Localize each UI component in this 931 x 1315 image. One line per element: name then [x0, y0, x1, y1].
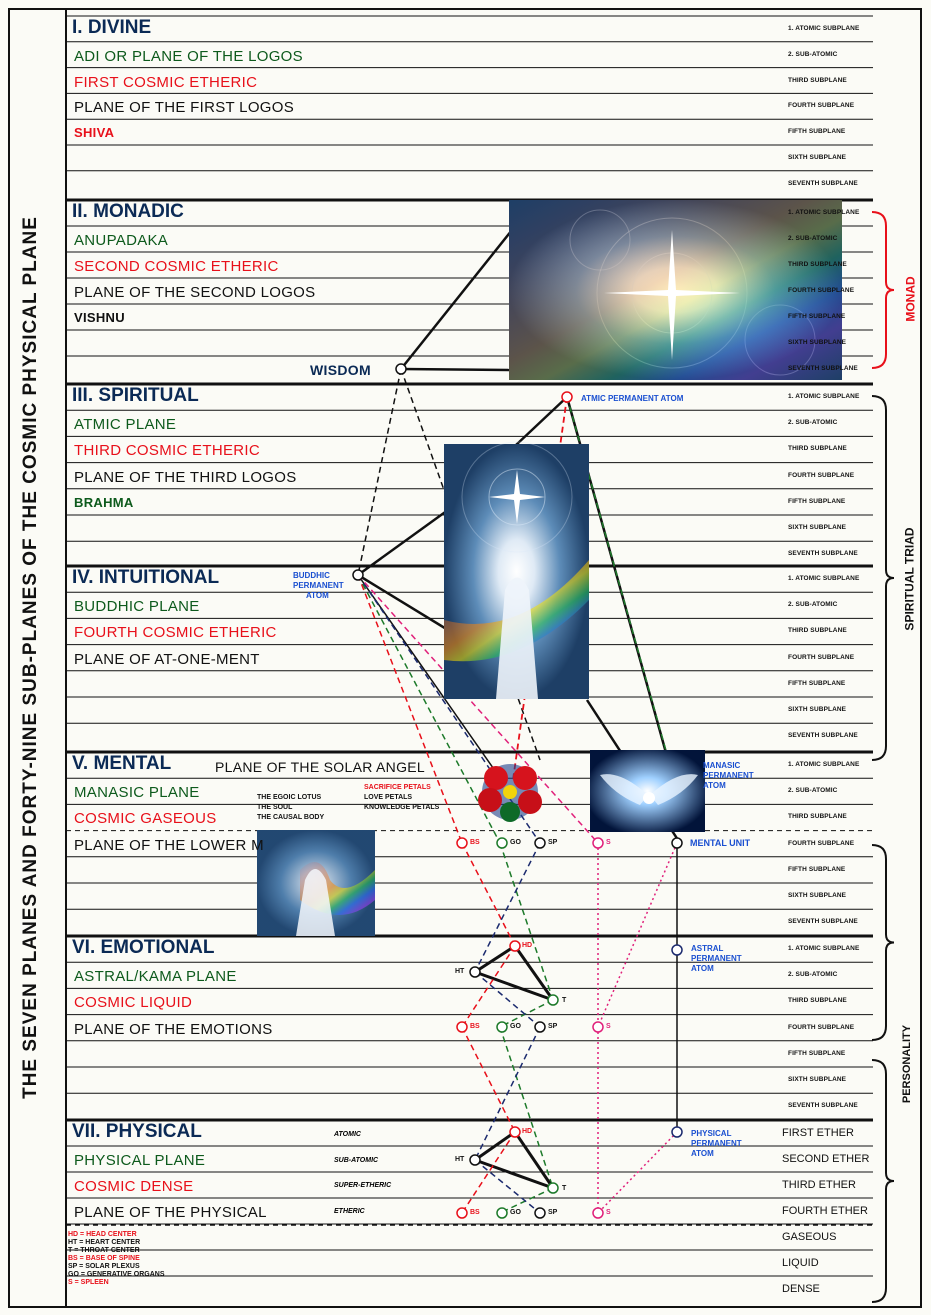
- manasic-atom-label: MANASIC: [703, 761, 741, 770]
- plane-line-label: ANUPADAKA: [74, 232, 169, 249]
- subplane-label: SIXTH SUBPLANE: [788, 892, 847, 899]
- monad-label: MONAD: [903, 276, 918, 322]
- plane-line-label: THIRD COSMIC ETHERIC: [74, 442, 260, 460]
- connection-line: [500, 1027, 553, 1188]
- sp-label: SP: [548, 1209, 558, 1216]
- subplane-label: 1. ATOMIC SUBPLANE: [788, 209, 860, 216]
- lotus-label: THE EGOIC LOTUS: [257, 794, 322, 801]
- physical-level-label: ATOMIC: [334, 1131, 361, 1138]
- legend-item: S = SPLEEN: [68, 1279, 109, 1286]
- connection-line: [462, 1027, 515, 1132]
- plane-line-label: VISHNU: [74, 310, 125, 325]
- plane-line-label: FOURTH COSMIC ETHERIC: [74, 624, 277, 642]
- lotus-label: THE SOUL: [257, 804, 293, 811]
- legend-item: SP = SOLAR PLEXUS: [68, 1263, 140, 1270]
- plane-header: VII. PHYSICAL: [72, 1121, 202, 1142]
- lower-figure-image: [257, 830, 375, 936]
- s-label: S: [606, 1023, 611, 1030]
- bs-label: BS: [470, 1023, 480, 1030]
- subplane-label: THIRD SUBPLANE: [788, 445, 847, 453]
- go-label: GO: [510, 1023, 521, 1030]
- plane-line-label: BRAHMA: [74, 494, 134, 510]
- ht-label: HT: [455, 968, 465, 975]
- sp-center: [535, 1022, 545, 1032]
- plane-line-label: PLANE OF THE SECOND LOGOS: [74, 284, 316, 301]
- subplane-label: SIXTH SUBPLANE: [788, 524, 847, 531]
- subplane-label: FIFTH SUBPLANE: [788, 679, 846, 687]
- legend-item: T = THROAT CENTER: [68, 1247, 140, 1254]
- subplane-label: THIRD SUBPLANE: [788, 627, 847, 635]
- physical-atom-node: [672, 1127, 682, 1137]
- petals-label: KNOWLEDGE PETALS: [364, 804, 440, 811]
- s-center: [593, 1022, 603, 1032]
- bs-center: [457, 1022, 467, 1032]
- physical-subplane-label: FOURTH ETHER: [782, 1205, 868, 1217]
- s-label: S: [606, 839, 611, 846]
- ht-center: [470, 1155, 480, 1165]
- mental-unit-label: MENTAL UNIT: [690, 838, 751, 848]
- plane-line-label: BUDDHIC PLANE: [74, 598, 200, 616]
- go-label: GO: [510, 1209, 521, 1216]
- subplane-label: 1. ATOMIC SUBPLANE: [788, 393, 860, 400]
- plane-line-label: COSMIC GASEOUS: [74, 810, 217, 828]
- plane-header: VI. EMOTIONAL: [72, 937, 215, 958]
- subplane-label: SEVENTH SUBPLANE: [788, 365, 858, 372]
- connection-line: [358, 369, 401, 575]
- wisdom-label: WISDOM: [310, 362, 371, 378]
- t-center: [548, 995, 558, 1005]
- subplane-label: 2. SUB-ATOMIC: [788, 601, 838, 609]
- physical-atom-label: ATOM: [691, 1149, 714, 1158]
- physical-subplane-label: THIRD ETHER: [782, 1179, 856, 1191]
- connection-line: [500, 1000, 553, 1027]
- connection-line: [516, 397, 567, 445]
- bs-center: [457, 1208, 467, 1218]
- astral-atom-node: [672, 945, 682, 955]
- plane-line-label: COSMIC DENSE: [74, 1178, 194, 1195]
- manasic-atom-label: PERMANENT: [703, 771, 754, 780]
- subplane-label: THIRD SUBPLANE: [788, 261, 847, 268]
- physical-subplane-label: GASEOUS: [782, 1231, 837, 1243]
- legend-item: HT = HEART CENTER: [68, 1239, 141, 1246]
- subplane-label: SIXTH SUBPLANE: [788, 706, 847, 713]
- plane-header: IV. INTUITIONAL: [72, 567, 220, 588]
- subplane-label: 1. ATOMIC SUBPLANE: [788, 761, 860, 768]
- subplane-label: 2. SUB-ATOMIC: [788, 787, 838, 795]
- plane-line-label: PLANE OF THE LOWER M: [74, 836, 264, 854]
- bs-label: BS: [470, 839, 480, 846]
- plane-line-label: PLANE OF THE FIRST LOGOS: [74, 99, 295, 117]
- connection-line: [401, 369, 512, 370]
- physical-subplane-label: LIQUID: [782, 1257, 819, 1269]
- hd-center: [510, 941, 520, 951]
- bracket: [872, 1060, 894, 1302]
- subplane-label: THIRD SUBPLANE: [788, 997, 847, 1005]
- plane-line-label: ASTRAL/KAMA PLANE: [74, 968, 237, 986]
- astral-atom-label: PERMANENT: [691, 954, 742, 963]
- subplane-label: SEVENTH SUBPLANE: [788, 179, 858, 187]
- connection-line: [462, 843, 515, 946]
- subplane-label: FOURTH SUBPLANE: [788, 287, 855, 294]
- subplane-label: 1. ATOMIC SUBPLANE: [788, 25, 860, 32]
- physical-level-label: SUB-ATOMIC: [334, 1156, 379, 1164]
- bracket: [872, 212, 894, 368]
- plane-line-label: PLANE OF THE PHYSICAL: [74, 1204, 267, 1221]
- sp-label: SP: [548, 1023, 558, 1030]
- astral-atom-label: ASTRAL: [691, 944, 724, 953]
- plane-header: III. SPIRITUAL: [72, 385, 199, 406]
- subplane-label: SEVENTH SUBPLANE: [788, 918, 858, 926]
- manasic-atom-label: ATOM: [703, 781, 726, 790]
- t-label: T: [562, 997, 567, 1004]
- plane-line-label: ADI OR PLANE OF THE LOGOS: [74, 47, 303, 65]
- bracket: [872, 396, 894, 760]
- physical-atom-label: PHYSICAL: [691, 1129, 732, 1138]
- vertical-title: THE SEVEN PLANES AND FORTY-NINE SUB-PLANES OF THE COSMIC PHYSICAL PLANE: [20, 216, 41, 1099]
- subplane-label: THIRD SUBPLANE: [788, 813, 847, 821]
- subplane-label: FIFTH SUBPLANE: [788, 128, 846, 136]
- connection-line: [358, 575, 448, 630]
- legend-item: GO = GENERATIVE ORGANS: [68, 1271, 165, 1278]
- spiritual-triad-label: SPIRITUAL TRIAD: [902, 527, 917, 631]
- subplane-label: FOURTH SUBPLANE: [788, 839, 855, 847]
- hd-label: HD: [522, 942, 533, 949]
- go-label: GO: [510, 839, 521, 846]
- atmic-node: [562, 392, 572, 402]
- plane-line-label: PLANE OF AT-ONE-MENT: [74, 650, 260, 668]
- plane-header: II. MONADIC: [72, 201, 184, 222]
- plane-line-label: SHIVA: [74, 125, 115, 141]
- petals-label: SACRIFICE PETALS: [364, 784, 431, 791]
- t-center: [548, 1183, 558, 1193]
- physical-subplane-label: FIRST ETHER: [782, 1127, 854, 1139]
- buddhic-atom-label: ATOM: [306, 591, 329, 600]
- subplane-label: SIXTH SUBPLANE: [788, 1076, 847, 1083]
- buddhic-atom-label: PERMANENT: [293, 581, 344, 590]
- subplane-label: 2. SUB-ATOMIC: [788, 50, 838, 58]
- subplane-label: SEVENTH SUBPLANE: [788, 732, 858, 740]
- plane-header: I. DIVINE: [72, 17, 152, 38]
- buddhic-atom-label: BUDDHIC: [293, 571, 330, 580]
- plane-line-label: PHYSICAL PLANE: [74, 1152, 206, 1169]
- plane-header-extra: PLANE OF THE SOLAR ANGEL: [215, 759, 426, 775]
- connection-line: [475, 972, 540, 1027]
- subplane-label: 2. SUB-ATOMIC: [788, 235, 838, 242]
- plane-line-label: SECOND COSMIC ETHERIC: [74, 258, 279, 275]
- sp-center: [535, 1208, 545, 1218]
- ht-center: [470, 967, 480, 977]
- go-center: [497, 1022, 507, 1032]
- subplane-label: 2. SUB-ATOMIC: [788, 419, 838, 427]
- subplane-label: FOURTH SUBPLANE: [788, 471, 855, 479]
- bs-center: [457, 838, 467, 848]
- connection-line: [401, 230, 512, 369]
- legend-item: BS = BASE OF SPINE: [68, 1255, 140, 1262]
- subplane-label: FOURTH SUBPLANE: [788, 1023, 855, 1031]
- physical-level-label: SUPER-ETHERIC: [334, 1182, 392, 1189]
- connection-line: [500, 843, 553, 1000]
- subplane-label: FOURTH SUBPLANE: [788, 102, 855, 110]
- wisdom-node: [396, 364, 406, 374]
- bracket: [872, 845, 894, 1040]
- plane-line-label: PLANE OF THE EMOTIONS: [74, 1020, 273, 1038]
- lotus-label: THE CAUSAL BODY: [257, 814, 325, 821]
- atmic-atom-label: ATMIC PERMANENT ATOM: [581, 394, 684, 403]
- subplane-label: FOURTH SUBPLANE: [788, 653, 855, 661]
- legend-item: HD = HEAD CENTER: [68, 1231, 137, 1238]
- astral-atom-label: ATOM: [691, 964, 714, 973]
- physical-subplane-label: SECOND ETHER: [782, 1153, 870, 1165]
- personality-label: PERSONALITY: [901, 1024, 914, 1104]
- subplane-label: FIFTH SUBPLANE: [788, 1049, 846, 1057]
- sp-center: [535, 838, 545, 848]
- physical-atom-label: PERMANENT: [691, 1139, 742, 1148]
- ht-label: HT: [455, 1156, 465, 1163]
- plane-line-label: COSMIC LIQUID: [74, 994, 193, 1012]
- subplane-label: THIRD SUBPLANE: [788, 76, 847, 84]
- plane-line-label: PLANE OF THE THIRD LOGOS: [74, 468, 297, 486]
- mental-unit-node: [672, 838, 682, 848]
- subplane-label: 1. ATOMIC SUBPLANE: [788, 945, 860, 952]
- plane-line-label: FIRST COSMIC ETHERIC: [74, 73, 258, 91]
- go-center: [497, 838, 507, 848]
- subplane-label: 1. ATOMIC SUBPLANE: [788, 575, 860, 582]
- s-label: S: [606, 1209, 611, 1216]
- connection-line: [475, 1160, 540, 1213]
- go-center: [497, 1208, 507, 1218]
- connection-line: [475, 972, 553, 1000]
- spiritual-figure-image: [444, 442, 589, 699]
- plane-line-label: MANASIC PLANE: [74, 784, 200, 802]
- bs-label: BS: [470, 1209, 480, 1216]
- physical-level-label: ETHERIC: [334, 1207, 365, 1215]
- petals-label: LOVE PETALS: [364, 794, 413, 801]
- sp-label: SP: [548, 839, 558, 846]
- subplane-label: SIXTH SUBPLANE: [788, 339, 847, 346]
- subplane-label: FIFTH SUBPLANE: [788, 865, 846, 873]
- subplane-label: 2. SUB-ATOMIC: [788, 971, 838, 979]
- subplane-label: SIXTH SUBPLANE: [788, 154, 847, 161]
- s-center: [593, 1208, 603, 1218]
- t-label: T: [562, 1185, 567, 1192]
- subplane-label: FIFTH SUBPLANE: [788, 313, 846, 320]
- hd-label: HD: [522, 1128, 533, 1135]
- plane-line-label: ATMIC PLANE: [74, 416, 177, 434]
- angel-wings-image: [590, 750, 705, 832]
- subplane-label: SEVENTH SUBPLANE: [788, 550, 858, 558]
- buddhic-node: [353, 570, 363, 580]
- subplane-label: FIFTH SUBPLANE: [788, 497, 846, 505]
- egoic-lotus-image: [478, 764, 542, 822]
- s-center: [593, 838, 603, 848]
- hd-center: [510, 1127, 520, 1137]
- subplane-label: SEVENTH SUBPLANE: [788, 1102, 858, 1110]
- plane-header: V. MENTAL: [72, 753, 172, 774]
- physical-subplane-label: DENSE: [782, 1283, 820, 1295]
- connection-line: [500, 1188, 553, 1213]
